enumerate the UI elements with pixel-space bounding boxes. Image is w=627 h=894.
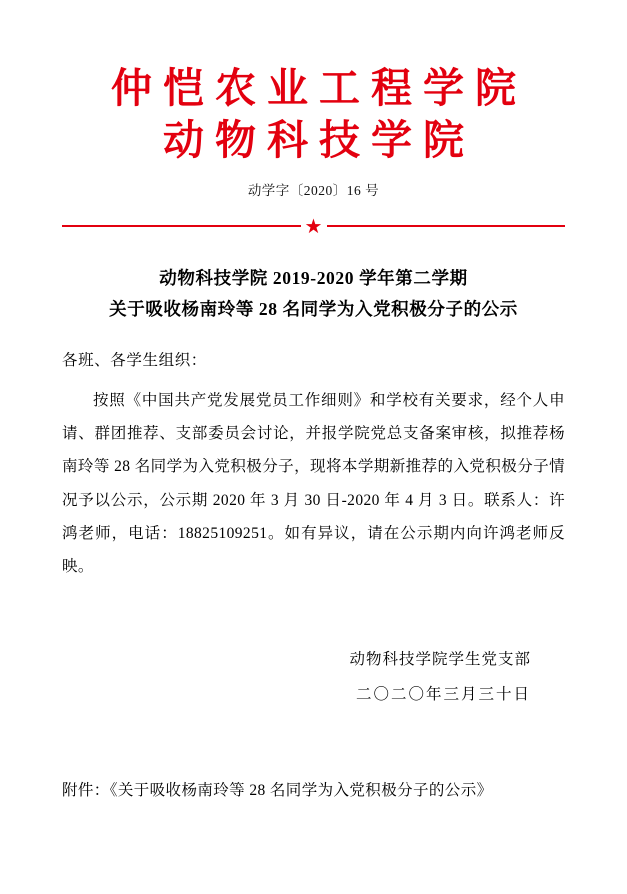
signature-block (62, 642, 565, 713)
red-divider-rule (62, 215, 565, 238)
signature-date: 二〇二〇年三月三十日 (355, 686, 531, 704)
attachment-line: 附件：《关于吸收杨南玲等 28 名同学为入党积极分子的公示》 (62, 781, 493, 799)
star-icon: ★ (301, 215, 327, 241)
page-title (62, 263, 565, 324)
signature-unit: 动物科技学院学生党支部 (349, 650, 531, 668)
salutation: 各班、各学生组织： (62, 352, 207, 370)
letterhead (62, 0, 565, 167)
page-title-line-1: 动物科技学院 2019-2020 学年第二学期 (159, 267, 468, 288)
page-title-line-2: 关于吸收杨南玲等 28 名同学为入党积极分子的公示 (109, 298, 518, 319)
letterhead-line-1: 仲恺农业工程学院 (111, 65, 527, 111)
document-number: 动学字〔2020〕16 号 (247, 182, 380, 198)
letterhead-line-2: 动物科技学院 (163, 117, 475, 164)
body-paragraph-1: 按照《中国共产党发展党员工作细则》和学校有关要求，经个人申请、群团推荐、支部委员会讨论，并报学院党总支备案审核，拟推荐杨南玲等 28 名同学为入党积极分子，现将本学期新推荐的入党积极分子情况予以公示，公示期 2020 年 3 月 30 日-2020 年 4 月 3 日。联系人：许鸿老师，电话：18825109251。如有异议，请在公示期内向许鸿老师反映。 (62, 391, 565, 576)
